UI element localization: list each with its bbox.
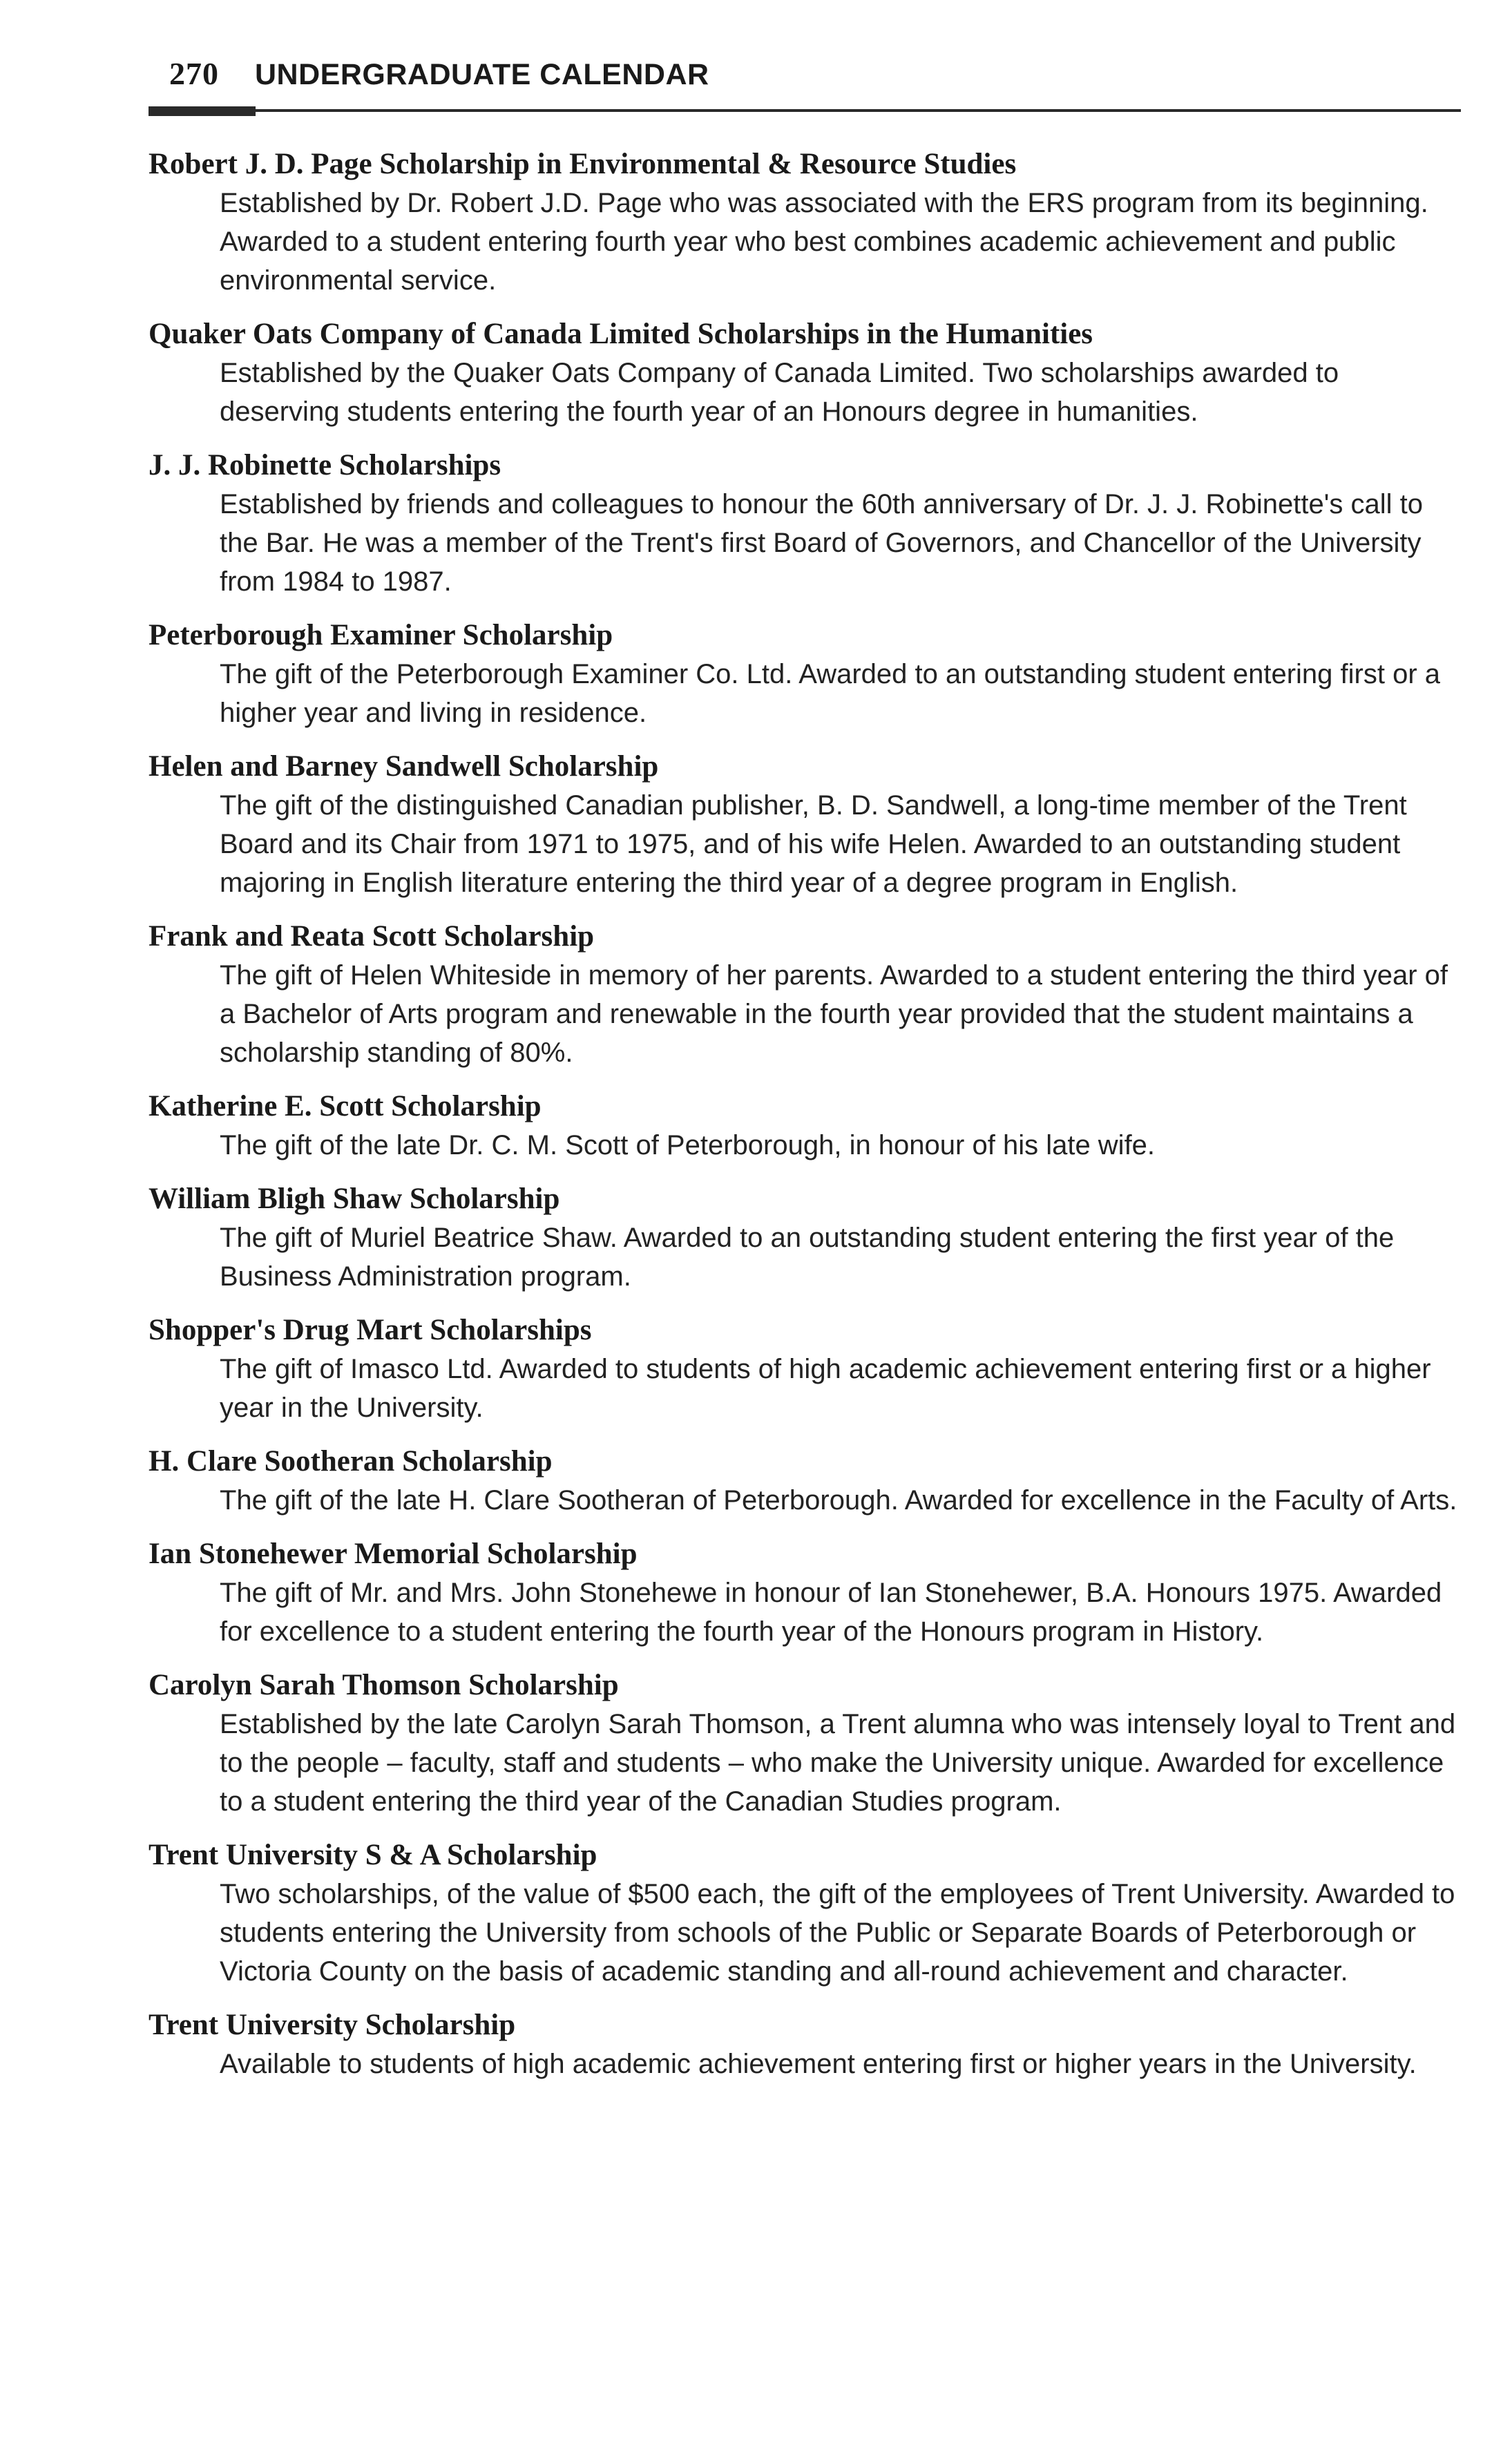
scholarship-entry: [149, 1836, 1461, 1991]
scholarship-description: The gift of the Peterborough Examiner Co. Ltd. Awarded to an outstanding student entering first or a higher year and living in residence.: [220, 659, 1441, 728]
scholarship-entry: [149, 2006, 1461, 2083]
scholarship-title: Shopper's Drug Mart Scholarships: [149, 1314, 592, 1346]
scholarship-title: Frank and Reata Scott Scholarship: [149, 920, 595, 953]
scholarship-description: Established by the late Carolyn Sarah Thomson, a Trent alumna who was intensely loyal to Trent and to the people – faculty, staff and students – who make the University unique. Awarded for excellence to a student entering the third year of the Canadian Studies program.: [220, 1709, 1456, 1817]
scholarship-entry: [149, 1311, 1461, 1427]
header-rule: [149, 106, 1461, 117]
scholarship-description: Established by Dr. Robert J.D. Page who was associated with the ERS program from its beginning. Awarded to a student entering fourth year who best combines academic achievement and public environmental service.: [220, 188, 1428, 296]
scholarship-title: Ian Stonehewer Memorial Scholarship: [149, 1538, 638, 1570]
scholarship-description: Two scholarships, of the value of $500 each, the gift of the employees of Trent University. Awarded to students entering the University from schools of the Public or Separate Boards of Peterborough or Victoria County on the basis of academic standing and all-round achievement and character.: [220, 1879, 1455, 1987]
scholarship-entry: [149, 1087, 1461, 1165]
scholarship-description: The gift of the late H. Clare Sootheran of Peterborough. Awarded for excellence in the Faculty of Arts.: [220, 1485, 1457, 1516]
scholarship-description: The gift of Helen Whiteside in memory of her parents. Awarded to a student entering the third year of a Bachelor of Arts program and renewable in the fourth year provided that the student maintains a scholarship standing of 80%.: [220, 960, 1448, 1068]
scholarship-entry: [149, 145, 1461, 300]
running-title: UNDERGRADUATE CALENDAR: [255, 58, 709, 91]
scholarship-description: Available to students of high academic achievement entering first or higher years in the University.: [220, 2049, 1417, 2079]
scholarship-description: The gift of Mr. and Mrs. John Stonehewe in honour of Ian Stonehewer, B.A. Honours 1975. Awarded for excellence to a student entering the fourth year of the Honours program in History.: [220, 1578, 1442, 1647]
scholarship-entry: [149, 1180, 1461, 1296]
running-head: [149, 55, 1461, 104]
scholarship-entry: [149, 1666, 1461, 1821]
scholarship-description: The gift of Imasco Ltd. Awarded to students of high academic achievement entering first or a higher year in the University.: [220, 1354, 1431, 1423]
scholarship-description: The gift of Muriel Beatrice Shaw. Awarded to an outstanding student entering the first year of the Business Administration program.: [220, 1223, 1395, 1292]
scholarship-title: H. Clare Sootheran Scholarship: [149, 1445, 553, 1478]
scholarship-description: Established by friends and colleagues to honour the 60th anniversary of Dr. J. J. Robinette's call to the Bar. He was a member of the Trent's first Board of Governors, and Chancellor of the University from 1984 to 1987.: [220, 489, 1423, 597]
scholarship-description: The gift of the distinguished Canadian publisher, B. D. Sandwell, a long-time member of the Trent Board and its Chair from 1971 to 1975, and of his wife Helen. Awarded to an outstanding student majoring in English literature entering the third year of a degree program in English.: [220, 790, 1407, 898]
scholarship-entry: [149, 315, 1461, 431]
calendar-page: [149, 55, 1461, 2099]
scholarship-entry: [149, 446, 1461, 601]
scholarship-title: Peterborough Examiner Scholarship: [149, 619, 613, 651]
scholarship-entry: [149, 1442, 1461, 1520]
page-number: 270: [169, 56, 219, 91]
scholarship-title: Katherine E. Scott Scholarship: [149, 1090, 542, 1122]
scholarship-entry: [149, 917, 1461, 1072]
scholarship-title: Quaker Oats Company of Canada Limited Scholarships in the Humanities: [149, 318, 1093, 350]
scholarship-description: The gift of the late Dr. C. M. Scott of Peterborough, in honour of his late wife.: [220, 1130, 1156, 1160]
scholarship-entry: [149, 747, 1461, 902]
scholarship-entry: [149, 1535, 1461, 1651]
scholarship-title: Trent University Scholarship: [149, 2009, 516, 2041]
header-rule-line: [149, 109, 1461, 112]
scholarship-list: [149, 145, 1461, 2083]
scholarship-description: Established by the Quaker Oats Company of Canada Limited. Two scholarships awarded to deserving students entering the fourth year of an Honours degree in humanities.: [220, 358, 1339, 427]
scholarship-title: Helen and Barney Sandwell Scholarship: [149, 750, 659, 783]
scholarship-title: Carolyn Sarah Thomson Scholarship: [149, 1669, 619, 1701]
scholarship-entry: [149, 616, 1461, 732]
scholarship-title: William Bligh Shaw Scholarship: [149, 1183, 560, 1215]
scholarship-title: Robert J. D. Page Scholarship in Environmental & Resource Studies: [149, 148, 1017, 180]
scholarship-title: J. J. Robinette Scholarships: [149, 449, 501, 481]
scholarship-title: Trent University S & A Scholarship: [149, 1839, 597, 1871]
